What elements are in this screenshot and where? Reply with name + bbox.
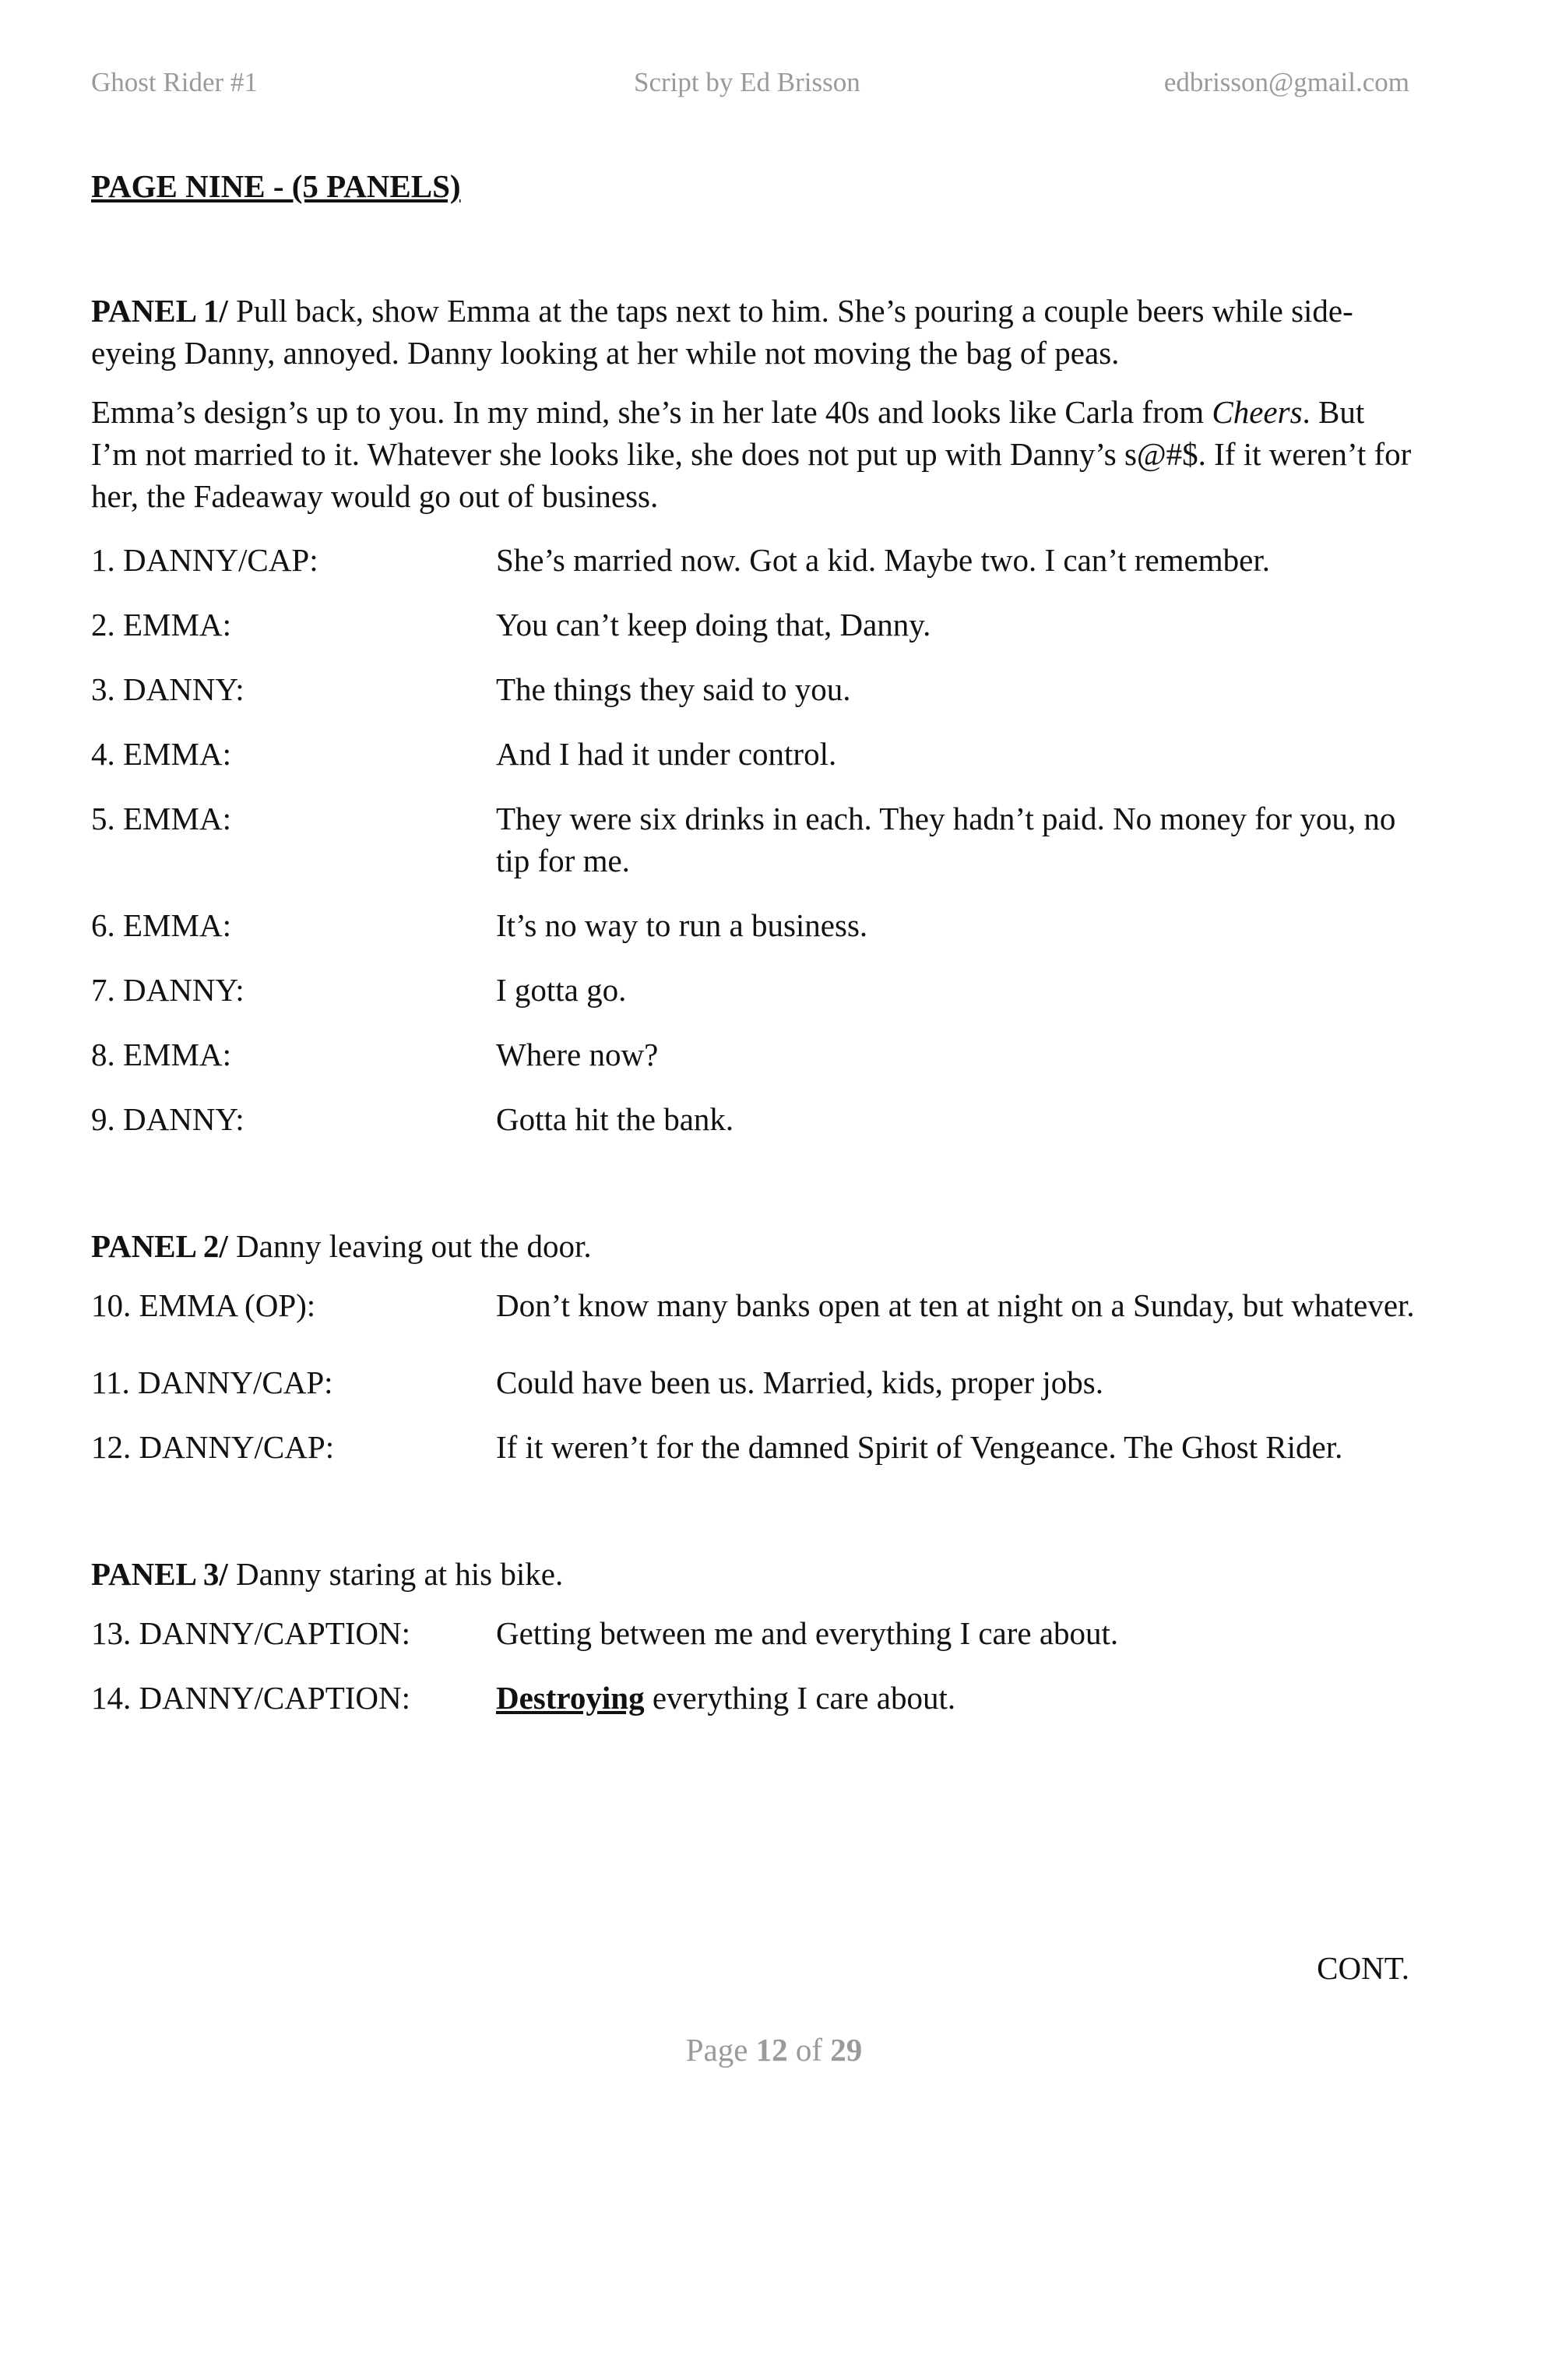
dialogue-text: If it weren’t for the damned Spirit of Vengeance. The Ghost Rider. <box>496 1429 1343 1465</box>
header-email: edbrisson@gmail.com <box>1163 67 1409 97</box>
footer-page-total: 29 <box>830 2032 863 2068</box>
dialogue-text: They were six drinks in each. They hadn’t paid. No money for you, no tip for me. <box>496 801 1396 878</box>
dialogue-text: Where now? <box>496 1037 659 1072</box>
dialogue-line <box>91 539 1415 581</box>
speaker: 1. DANNY/CAP: <box>91 542 318 578</box>
dialogue-text: You can’t keep doing that, Danny. <box>496 607 931 643</box>
dialogue-text: It’s no way to run a business. <box>496 907 868 943</box>
speaker: 14. DANNY/CAPTION: <box>91 1680 410 1716</box>
dialogue-line <box>91 1033 1415 1076</box>
dialogue-line <box>91 969 1415 1011</box>
dialogue-line <box>91 604 1415 646</box>
panel-label: PANEL 1/ <box>91 293 228 329</box>
dialogue-list <box>91 1284 1415 1468</box>
panel-spacer <box>91 1163 1415 1225</box>
dialogue-text: Gotta hit the bank. <box>496 1101 734 1137</box>
dialogue-text <box>496 1677 1415 1719</box>
page-title: PAGE NINE - (5 PANELS) <box>91 168 461 204</box>
speaker: 13. DANNY/CAPTION: <box>91 1615 410 1651</box>
continued-marker: CONT. <box>1317 1950 1409 1986</box>
dialogue-text: I gotta go. <box>496 972 627 1008</box>
dialogue-line <box>91 904 1415 946</box>
speaker: 12. DANNY/CAP: <box>91 1429 335 1465</box>
dialogue-text-rest: everything I care about. <box>644 1680 956 1716</box>
dialogue-text: She’s married now. Got a kid. Maybe two. I can’t remember. <box>496 542 1270 578</box>
dialogue-list <box>91 539 1415 1140</box>
dialogue-line <box>91 668 1415 710</box>
header-title: Ghost Rider #1 <box>91 67 258 97</box>
emphasis-text: Destroying <box>496 1680 645 1716</box>
panel-spacer <box>91 1491 1415 1553</box>
panel-description <box>91 1225 1415 1267</box>
dialogue-line <box>91 1677 1415 1719</box>
note-text: . But I’m not married to it. Whatever she looks like, she does not put up with Danny’s s@#$. If it weren’t for her, the Fadeaway would go out of business. <box>91 394 1412 514</box>
footer-page-number: 12 <box>755 2032 788 2068</box>
panel-1 <box>91 290 1415 1140</box>
panel-label: PANEL 2/ <box>91 1228 228 1264</box>
page-header <box>91 67 1409 106</box>
dialogue-line <box>91 1361 1415 1403</box>
dialogue-text: Could have been us. Married, kids, proper jobs. <box>496 1364 1103 1400</box>
speaker: 5. EMMA: <box>91 801 231 836</box>
speaker: 2. EMMA: <box>91 607 231 643</box>
speaker: 8. EMMA: <box>91 1037 231 1072</box>
page-footer <box>0 2031 1548 2068</box>
panel-3 <box>91 1553 1415 1719</box>
panel-description-text: Danny staring at his bike. <box>236 1556 564 1592</box>
speaker: 3. DANNY: <box>91 671 245 707</box>
dialogue-text: Don’t know many banks open at ten at night on a Sunday, but whatever. <box>496 1287 1415 1323</box>
footer-page-word: Page <box>685 2032 748 2068</box>
script-body <box>91 165 1415 1741</box>
speaker: 7. DANNY: <box>91 972 245 1008</box>
speaker: 9. DANNY: <box>91 1101 245 1137</box>
dialogue-line <box>91 1284 1415 1326</box>
footer-of-word: of <box>795 2032 823 2068</box>
dialogue-line <box>91 1612 1415 1654</box>
speaker: 6. EMMA: <box>91 907 231 943</box>
panel-note <box>91 391 1415 517</box>
speaker: 10. EMMA (OP): <box>91 1287 316 1323</box>
panel-description-text: Danny leaving out the door. <box>236 1228 592 1264</box>
dialogue-text: The things they said to you. <box>496 671 851 707</box>
panel-2 <box>91 1225 1415 1468</box>
speaker: 11. DANNY/CAP: <box>91 1364 333 1400</box>
dialogue-line <box>91 1426 1415 1468</box>
dialogue-text: And I had it under control. <box>496 736 837 772</box>
dialogue-line <box>91 1098 1415 1140</box>
note-text: Emma’s design’s up to you. In my mind, she’s in her late 40s and looks like Carla from <box>91 394 1212 430</box>
panel-description <box>91 290 1415 374</box>
dialogue-list <box>91 1612 1415 1719</box>
panel-label: PANEL 3/ <box>91 1556 228 1592</box>
dialogue-text: Getting between me and everything I care about. <box>496 1615 1119 1651</box>
note-italic: Cheers <box>1212 394 1303 430</box>
panel-description-text: Pull back, show Emma at the taps next to him. She’s pouring a couple beers while side-eyeing Danny, annoyed. Danny looking at her while not moving the bag of peas. <box>91 293 1353 371</box>
panel-description <box>91 1553 1415 1595</box>
speaker: 4. EMMA: <box>91 736 231 772</box>
header-author: Script by Ed Brisson <box>634 67 860 97</box>
dialogue-line <box>91 733 1415 775</box>
dialogue-line <box>91 797 1415 882</box>
